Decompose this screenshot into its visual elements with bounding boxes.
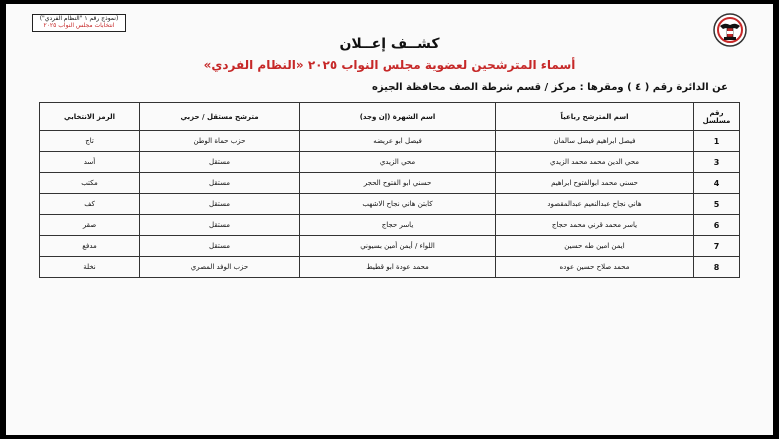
table-row [40, 194, 740, 215]
table-row [40, 131, 740, 152]
cell-full-name: محي الدين محمد محمد الزيدي [496, 152, 694, 173]
cell-serial: 8 [694, 257, 740, 278]
cell-nickname: محمد عودة ابو قطيط [300, 257, 496, 278]
cell-symbol: تاج [40, 131, 140, 152]
cell-affiliation: مستقل [140, 236, 300, 257]
cell-nickname: فيصل ابو عريضه [300, 131, 496, 152]
table-row [40, 152, 740, 173]
cell-full-name: هاني نجاح عبدالنعيم عبدالمقصود [496, 194, 694, 215]
cell-nickname: ياسر حجاج [300, 215, 496, 236]
cell-full-name: ياسر محمد قرني محمد حجاج [496, 215, 694, 236]
cell-affiliation: حزب الوفد المصري [140, 257, 300, 278]
cell-symbol: أسد [40, 152, 140, 173]
cell-serial: 5 [694, 194, 740, 215]
header-affiliation: مترشح مستقل / حزبي [140, 103, 300, 131]
cell-symbol: نخلة [40, 257, 140, 278]
candidates-table [39, 102, 740, 278]
district-info: عن الدائرة رقم ( ٤ ) ومقرها : مركز / قسم شرطة الصف محافظة الجيزه [371, 82, 728, 93]
election-name-label: انتخابات مجلس النواب ٢٠٢٥ [43, 22, 115, 29]
cell-symbol: كف [40, 194, 140, 215]
table-row [40, 215, 740, 236]
header-serial: رقم مسلسل [694, 103, 740, 131]
cell-full-name: محمد صلاح حسين عوده [496, 257, 694, 278]
header-symbol: الرمز الانتخابي [40, 103, 140, 131]
cell-serial: 4 [694, 173, 740, 194]
cell-serial: 1 [694, 131, 740, 152]
form-number-label: (نموذج رقم ١ "النظام الفردي") [39, 15, 119, 22]
cell-nickname: حسني ابو الفتوح الحجر [300, 173, 496, 194]
cell-affiliation: مستقل [140, 173, 300, 194]
page-title: كشــف إعــلان [339, 36, 440, 52]
cell-full-name: فيصل ابراهيم فيصل سالمان [496, 131, 694, 152]
cell-affiliation: مستقل [140, 152, 300, 173]
table-row [40, 173, 740, 194]
cell-affiliation: مستقل [140, 215, 300, 236]
cell-full-name: حسني محمد ابوالفتوح ابراهيم [496, 173, 694, 194]
cell-affiliation: حزب حماة الوطن [140, 131, 300, 152]
header-nickname: اسم الشهرة (إن وجد) [300, 103, 496, 131]
cell-serial: 6 [694, 215, 740, 236]
cell-affiliation: مستقل [140, 194, 300, 215]
page-subtitle: أسماء المترشحين لعضوية مجلس النواب ٢٠٢٥ «النظام الفردي» [203, 58, 576, 72]
cell-symbol: مدفع [40, 236, 140, 257]
table-header-row [40, 103, 740, 131]
announcement-sheet [6, 4, 773, 435]
cell-nickname: اللواء / أيمن أمين بسيوني [300, 236, 496, 257]
cell-nickname: محي الزيدي [300, 152, 496, 173]
header-full-name: اسم المترشح رباعياً [496, 103, 694, 131]
table-row [40, 236, 740, 257]
cell-symbol: صقر [40, 215, 140, 236]
table-row [40, 257, 740, 278]
cell-symbol: مكتب [40, 173, 140, 194]
cell-serial: 3 [694, 152, 740, 173]
form-number-tag [32, 14, 126, 32]
cell-full-name: ايمن امين طه حسين [496, 236, 694, 257]
cell-nickname: كابتن هاني نجاح الاشهب [300, 194, 496, 215]
cell-serial: 7 [694, 236, 740, 257]
